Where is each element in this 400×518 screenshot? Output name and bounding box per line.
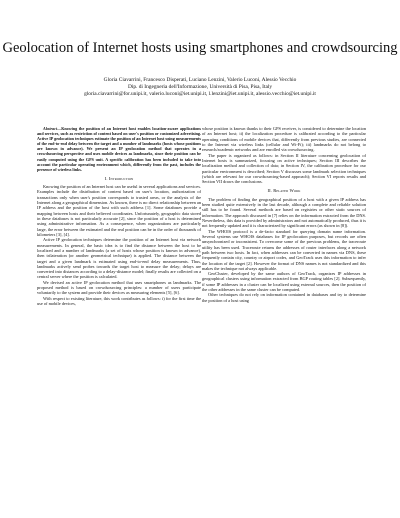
section-heading-related-work: II. Related Work [267, 188, 301, 194]
paragraph: Active IP geolocation techniques determine the position of an Internet host via network measurements. In general, the basic idea is to find the distance between the host to be localized and a number of landmarks (a set of hosts whose position is known in advance), then trilateration (or another geometrical technique) is applied. The distance between the target and a given landmark is estimated using end-to-end delay measurements. Thus, landmarks actively send probes towards the target host to measure the delay; delays are converted into distances according to a delay-distance model; finally results are collected on a central server where the position is calculated. [37, 237, 201, 280]
paragraph: whose position is known thanks to their GPS receiver, is considered to determine the location of an Internet host; ii) the localization procedure is calibrated according to the particular operating conditions of mobile devices that, differently from previous studies, are connected to the Internet via wireless links (cellular and Wi-Fi); iii) landmarks do not belong to research/academic networks and are enrolled via crowdsourcing. [202, 126, 366, 153]
paragraph: The problem of finding the geographical position of a host with a given IP address has been studied quite extensively in the last decade, although a complete and reliable solution still has to be found. Several methods are based on registries or other static sources of information. The approach discussed in [7] relies on the information extracted from the DNS. Nevertheless, this data is provided by administrators and not automatically produced, thus it is not frequently updated and it is characterized by significant errors (as shown in [8]). [202, 196, 366, 229]
paper-title: Geolocation of Internet hosts using smartphones and crowdsourcing [2, 40, 398, 56]
abstract [37, 126, 201, 172]
paragraph: With respect to existing literature, this work contributes as follows: i) for the first time the use of mobile devices, [37, 295, 201, 307]
section-heading-introduction: I. Introduction [104, 175, 134, 181]
abstract-text: —Knowing the position of an Internet host enables location-aware applications and services, such as restriction of content based on user's position or customized advertising. Active IP geolocation techniques estimate the position of an Internet host using measurements of the end-to-end delay between the target and a number of landmarks (hosts whose positions are known in advance). We present an IP geolocation method that operates in a crowdsourcing perspective and uses mobile devices as landmarks, since their position can be easily computed using the GPS unit. A specific calibration has been included to take into account the particular operating environment which, differently from the past, includes the presence of wireless links. [37, 126, 201, 172]
left-column [37, 126, 201, 306]
paragraph: The paper is organized as follows: in Section II literature concerning geolocation of Internet hosts is summarized, focusing on active techniques; Section III describes the localization method and collection of data; in Section IV, the calibration procedure for our particular environment is described; Section V discusses some landmark selection techniques (which are relevant for our crowdsourcing-based approach); Section VI reports results and Section VII draws the conclusions. [202, 152, 366, 185]
author-names: Gloria Ciavarrini, Francesco Disperati, Luciano Lenzini, Valerio Luconi, Alessio Vecchio [103, 77, 297, 83]
author-emails: gloria.ciavarrini@for.unipi.it, valerio.luconi@iet.unipi.it, l.lenzini@iet.unipi.it, alessio.vecchio@iet.unipi.it [84, 91, 316, 98]
paragraph: Other techniques do not rely on information contained in databases and try to determine the position of a host using [202, 292, 366, 303]
affiliation: Dip. di Ingegneria dell'Informazione, Università di Pisa, Pisa, Italy [127, 84, 273, 91]
paragraph: GeoCluster, developed by the same authors of GeoTrack, organizes IP addresses in geographical clusters using information extracted from BGP routing tables [2]. Subsequently, if some IP addresses in a cluster can be localized using external sources, then the position of the other addresses in the same cluster can be computed. [202, 271, 366, 293]
author-block [0, 77, 400, 99]
paragraph: Knowing the position of an Internet host can be useful in several applications and services. Examples include the distribution of content based on user's location, authorization of transactions only when user's position corresponds to trusted areas, or the analysis of the Internet along a geographical dimension. As known, there is no direct relationship between an IP address and the position of the host with such address [1]. Some databases provide a mapping between hosts and their believed coordinates. Unfortunately, geographic data stored in these databases is not particularly accurate [2], since the position of a host is determined using administrative information. As a consequence, when organizations are particularly large, the error between the estimated and the real position can be in the order of thousands of kilometers [3], [4]. [37, 184, 201, 237]
abstract-lead: Abstract [43, 126, 58, 131]
paragraph: The WHOIS protocol is a de-facto standard for querying domain name information. Several systems use WHOIS databases for IP geolocation purposes, but records are often unsynchronized or inconsistent. To overcome some of the previous problems, the traceroute utility has been used. Traceroute returns the addresses of router interfaces along a network path between two hosts. In fact, when addresses can be converted in names via DNS, these frequently contain city, country or airport codes, and GeoTrack uses this information to infer the location of the target [2]. However the format of DNS names is not standardized and this makes the technique not always applicable. [202, 228, 366, 271]
paragraph: We devised an active IP geolocation method that uses smartphones as landmarks. The proposed method is based on crowdsourcing principles: a number of users participate voluntarily to the system and provide their devices as measuring elements [5], [6]. [37, 279, 201, 296]
right-column [202, 126, 366, 303]
